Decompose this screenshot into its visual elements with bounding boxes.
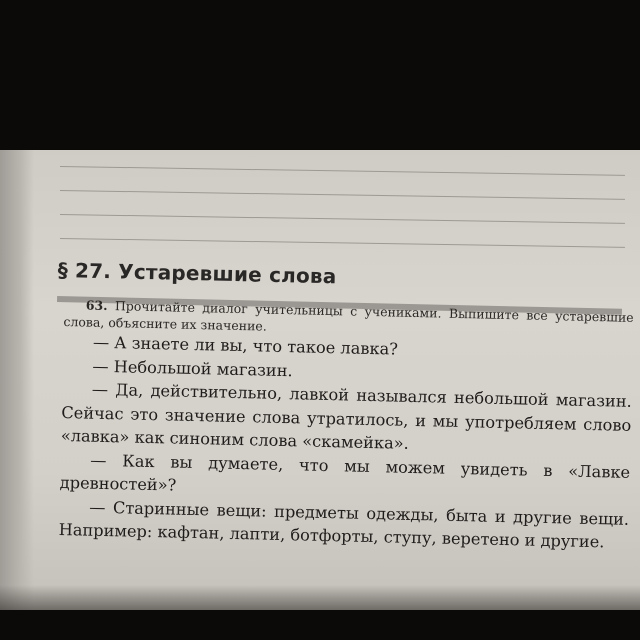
exercise-instruction-text: Прочитайте диалог учительницы с учениками. Выпишите все устаревшие слова, объясните их значение. xyxy=(63,298,634,334)
dialog-line: — Небольшой магазин. xyxy=(92,356,293,380)
dialog-line: — Старинные вещи: предметы одежды, быта и другие вещи. Например: кафтан, лапти, ботфорты, ступу, веретено и другие. xyxy=(58,497,630,552)
dialog-line: — Как вы думаете, что мы можем увидеть в «Лавке древностей»? xyxy=(59,450,631,495)
page-bottom-shadow xyxy=(0,585,640,610)
dialog-line: — А знаете ли вы, что такое лавка? xyxy=(92,332,399,359)
exercise-number: 63. xyxy=(85,297,108,313)
page-edge-shadow xyxy=(0,150,34,610)
section-heading: § 27. Устаревшие слова xyxy=(57,258,337,289)
dialog-line: — Да, действительно, лавкой назывался небольшой магазин. Сейчас это значение слова утратилось, и мы употребляем слово «лавка» как синоним слова «скамейка». xyxy=(60,379,632,453)
exercise-block xyxy=(58,296,633,554)
